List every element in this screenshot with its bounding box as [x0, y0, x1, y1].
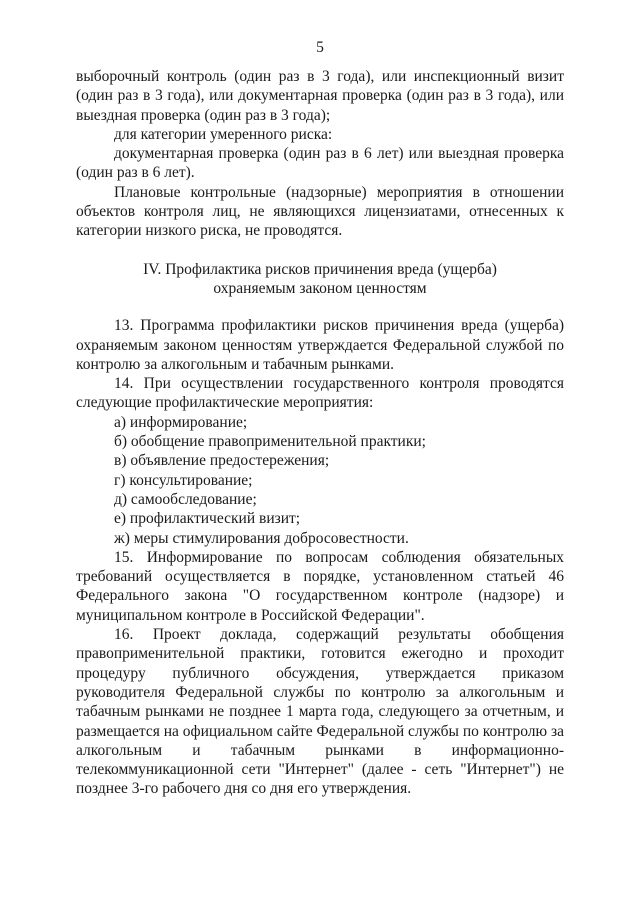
- list-item-zh: ж) меры стимулирования добросовестности.: [114, 529, 409, 547]
- list-item-v: в) объявление предостережения;: [114, 452, 330, 470]
- section-heading-line-1: IV. Профилактика рисков причинения вреда (ущерба): [143, 260, 497, 278]
- section-heading: [76, 260, 564, 299]
- paragraph-top-4: Плановые контрольные (надзорные) мероприятия в отношении объектов контроля лиц, не являющихся лицензиатами, отнесенных к категории низкого риска, не проводятся.: [76, 183, 564, 240]
- document-body: [76, 67, 564, 799]
- list-item-b: б) обобщение правоприменительной практики;: [114, 433, 426, 451]
- paragraph-13: 13. Программа профилактики рисков причинения вреда (ущерба) охраняемым законом ценностям утверждается Федеральной службой по контролю за алкогольным и табачным рынками.: [76, 317, 564, 373]
- paragraph-top-1: выборочный контроль (один раз в 3 года), или инспекционный визит (один раз в 3 года), или документарная проверка (один раз в 3 года), или выездная проверка (один раз в 3 года);: [76, 68, 564, 124]
- list-item-g: г) консультирование;: [114, 471, 253, 489]
- section-heading-line-2: охраняемым законом ценностям: [213, 279, 427, 297]
- list-item-d: д) самообследование;: [114, 490, 257, 508]
- page-number: 5: [316, 39, 324, 56]
- paragraph-top-2: для категории умеренного риска:: [114, 125, 333, 143]
- paragraph-15: 15. Информирование по вопросам соблюдения обязательных требований осуществляется в порядке, установленном статьей 46 Федерального закона "О государственном контроле (надзоре) и муниципальном контроле в Российской Федерации".: [76, 548, 564, 624]
- list-item-e: е) профилактический визит;: [114, 510, 301, 528]
- paragraph-14: 14. При осуществлении государственного контроля проводятся следующие профилактические мероприятия:: [76, 375, 564, 412]
- list-item-a: а) информирование;: [114, 413, 248, 431]
- paragraph-top-3: документарная проверка (один раз в 6 лет) или выездная проверка (один раз в 6 лет).: [76, 145, 564, 182]
- paragraph-16: 16. Проект доклада, содержащий результаты обобщения правоприменительной практики, готовится ежегодно и проходит процедуру публичного обсуждения, утверждается приказом руководителя Федеральной службы по контролю за алкогольным и табачным рынками не позднее 1 марта года, следующего за отчетным, и размещается на официальном сайте Федеральной службы по контролю за алкогольным и табачным рынками в информационно-телекоммуникационной сети "Интернет" (далее - сеть "Интернет") не позднее 3-го рабочего дня со дня его утверждения.: [76, 626, 564, 798]
